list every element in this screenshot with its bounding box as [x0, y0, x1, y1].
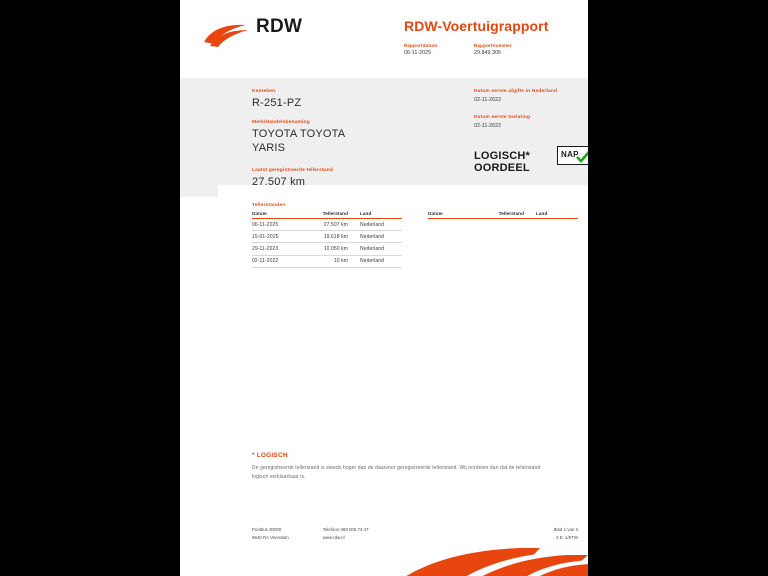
last-mileage-label: Laatst geregistreerde tellerstand — [252, 168, 333, 173]
footer-contact — [323, 526, 369, 541]
footnote-title: * LOGISCH — [252, 452, 288, 459]
first-registration-nl-label: Datum eerste afgifte in Nederland — [474, 89, 558, 94]
document-header — [180, 0, 588, 78]
first-admission-value: 02-11-2022 — [474, 123, 502, 129]
mileage-table-secondary — [428, 211, 578, 268]
footer-page-info — [554, 526, 578, 541]
merk-value-line1: TOYOTA TOYOTA — [252, 128, 346, 140]
mileage-history-title: Tellerstanden — [252, 203, 286, 208]
last-mileage-value: 27.507 km — [252, 176, 306, 188]
kenteken-value: R-251-PZ — [252, 97, 302, 109]
table-header-row — [428, 211, 578, 219]
footer-doc-code: 3 E. 1/6TW — [556, 534, 578, 540]
cell-mileage: 19.618 km — [306, 231, 360, 243]
first-admission-label: Datum eerste toelating — [474, 115, 531, 120]
verdict-line-1: LOGISCH* — [474, 150, 530, 162]
footer-phone: Telefoon 088 008 74 47 — [322, 527, 369, 532]
cell-mileage: 10.050 km — [306, 243, 360, 255]
cell-date: 29-11-2023 — [252, 243, 306, 255]
check-icon — [576, 151, 588, 163]
footer-decorative-graphic — [400, 546, 588, 576]
table-row — [252, 231, 402, 243]
footer-address-line-1: Postbus 30000 — [252, 527, 282, 532]
col-country: Land — [360, 211, 402, 219]
document-page — [180, 0, 588, 576]
meta-report-date — [404, 42, 456, 58]
rdw-logo-icon — [202, 22, 250, 48]
nap-label: NAP — [561, 150, 579, 159]
table-row — [252, 219, 402, 231]
footer-website[interactable]: www.rdw.nl — [322, 534, 345, 540]
meta-value: 06-11-2025 — [404, 50, 432, 56]
mileage-table — [252, 211, 402, 268]
first-registration-nl-value: 02-11-2022 — [474, 97, 502, 103]
verdict-line-2: OORDEEL — [474, 162, 530, 174]
table-row — [252, 255, 402, 267]
footer-address — [252, 526, 289, 541]
table-header-row — [252, 211, 402, 219]
cell-date: 06-11-2025 — [252, 219, 306, 231]
kenteken-label: Kenteken — [252, 89, 276, 94]
mileage-history-section — [252, 203, 578, 268]
merk-label: Merk/Handelsbenaming — [252, 120, 310, 125]
footer-page-number: Blad 1 van 3 — [553, 527, 578, 532]
cell-date: 02-11-2022 — [252, 255, 306, 267]
col-date: Datum — [428, 211, 482, 219]
cell-mileage: 10 km — [306, 255, 360, 267]
document-footer — [252, 526, 578, 541]
col-mileage: Tellerstand — [306, 211, 360, 219]
table-row — [252, 243, 402, 255]
meta-label: Rapportnummer — [474, 43, 512, 48]
col-date: Datum — [252, 211, 306, 219]
footer-address-line-2: 9640 RA Veendam — [252, 534, 289, 540]
footnote-section — [252, 452, 552, 481]
brand-wordmark: RDW — [256, 16, 303, 37]
cell-country: Nederland — [360, 231, 402, 243]
col-country: Land — [536, 211, 578, 219]
report-title: RDW-Voertuigrapport — [404, 18, 549, 34]
merk-value-line2: YARIS — [252, 142, 286, 154]
summary-left-column — [252, 88, 402, 189]
report-meta — [404, 42, 526, 58]
meta-label: Rapportdatum — [404, 43, 438, 48]
cell-country: Nederland — [360, 219, 402, 231]
vehicle-summary-panel — [180, 78, 588, 188]
verdict-block — [474, 150, 530, 174]
meta-value: 29.849.305 — [474, 50, 501, 56]
cell-country: Nederland — [360, 255, 402, 267]
nap-badge — [557, 146, 588, 165]
cell-date: 15-01-2025 — [252, 231, 306, 243]
cell-country: Nederland — [360, 243, 402, 255]
col-mileage: Tellerstand — [482, 211, 536, 219]
footnote-body: De geregistreerde tellerstand is steeds hoger dan de daarvoor geregistreerde tellerstand. Wij oordelen dan dat de tellerstand logisch verklaarbaar is. — [252, 465, 541, 480]
meta-report-number — [474, 42, 526, 58]
summary-right-column — [474, 88, 588, 131]
cell-mileage: 27.507 km — [306, 219, 360, 231]
